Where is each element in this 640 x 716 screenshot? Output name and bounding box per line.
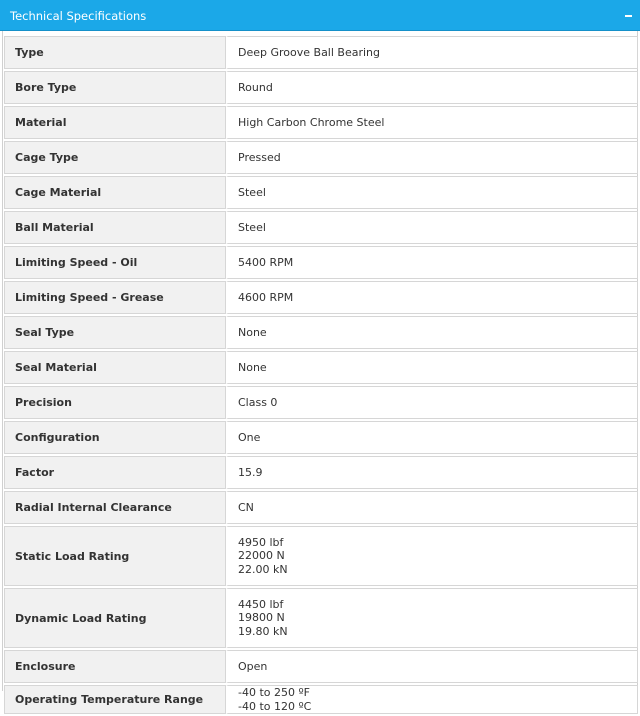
spec-value xyxy=(226,316,638,349)
spec-label: Limiting Speed - Oil xyxy=(4,246,226,279)
spec-value-line: Pressed xyxy=(238,150,281,164)
spec-row xyxy=(4,211,638,244)
panel-title: Technical Specifications xyxy=(10,9,147,23)
spec-value xyxy=(226,588,638,648)
spec-value-line: High Carbon Chrome Steel xyxy=(238,115,385,129)
spec-value-line: Steel xyxy=(238,220,266,234)
spec-row xyxy=(4,71,638,104)
spec-value-line: None xyxy=(238,325,267,339)
spec-value xyxy=(226,351,638,384)
spec-row xyxy=(4,526,638,586)
spec-row xyxy=(4,246,638,279)
spec-row xyxy=(4,141,638,174)
spec-label: Operating Temperature Range xyxy=(4,685,226,714)
spec-value-line: 22000 N xyxy=(238,549,285,563)
spec-value xyxy=(226,386,638,419)
spec-value xyxy=(226,281,638,314)
spec-value xyxy=(226,176,638,209)
spec-value xyxy=(226,456,638,489)
spec-value xyxy=(226,36,638,69)
spec-value xyxy=(226,211,638,244)
spec-row xyxy=(4,685,638,714)
spec-row xyxy=(4,36,638,69)
minus-icon[interactable] xyxy=(625,15,632,17)
spec-label: Cage Material xyxy=(4,176,226,209)
spec-value xyxy=(226,71,638,104)
spec-value-line: -40 to 120 ºC xyxy=(238,699,312,713)
spec-value-line: 5400 RPM xyxy=(238,255,294,269)
spec-row xyxy=(4,456,638,489)
specs-panel-header[interactable] xyxy=(0,0,640,31)
spec-row xyxy=(4,316,638,349)
spec-value xyxy=(226,106,638,139)
spec-value-line: 19800 N xyxy=(238,611,285,625)
spec-row xyxy=(4,386,638,419)
spec-label: Seal Type xyxy=(4,316,226,349)
spec-row xyxy=(4,281,638,314)
spec-label: Seal Material xyxy=(4,351,226,384)
spec-value xyxy=(226,246,638,279)
spec-label: Bore Type xyxy=(4,71,226,104)
spec-value-line: Deep Groove Ball Bearing xyxy=(238,45,381,59)
specs-table xyxy=(4,34,638,716)
spec-label: Type xyxy=(4,36,226,69)
spec-value xyxy=(226,526,638,586)
spec-row xyxy=(4,176,638,209)
spec-value xyxy=(226,650,638,683)
spec-value xyxy=(226,491,638,524)
spec-label: Dynamic Load Rating xyxy=(4,588,226,648)
spec-value-line: 15.9 xyxy=(238,465,263,479)
spec-value-line: -40 to 250 ºF xyxy=(238,686,311,699)
spec-row xyxy=(4,351,638,384)
spec-label: Configuration xyxy=(4,421,226,454)
spec-value-line: Open xyxy=(238,659,268,673)
spec-label: Factor xyxy=(4,456,226,489)
spec-value xyxy=(226,685,638,714)
spec-label: Static Load Rating xyxy=(4,526,226,586)
spec-row xyxy=(4,106,638,139)
spec-label: Cage Type xyxy=(4,141,226,174)
spec-label: Enclosure xyxy=(4,650,226,683)
spec-value-line: 22.00 kN xyxy=(238,562,288,576)
spec-row xyxy=(4,421,638,454)
spec-value-line: None xyxy=(238,360,267,374)
spec-value xyxy=(226,421,638,454)
spec-value-line: One xyxy=(238,430,261,444)
spec-value-line: 19.80 kN xyxy=(238,624,288,638)
spec-value-line: Round xyxy=(238,80,273,94)
spec-row xyxy=(4,491,638,524)
spec-value-line: 4950 lbf xyxy=(238,535,284,549)
spec-value-line: Steel xyxy=(238,185,266,199)
spec-row xyxy=(4,588,638,648)
spec-row xyxy=(4,650,638,683)
spec-value-line: CN xyxy=(238,500,254,514)
spec-label: Limiting Speed - Grease xyxy=(4,281,226,314)
spec-label: Radial Internal Clearance xyxy=(4,491,226,524)
spec-value-line: Class 0 xyxy=(238,395,278,409)
spec-label: Precision xyxy=(4,386,226,419)
spec-value-line: 4600 RPM xyxy=(238,290,294,304)
spec-value xyxy=(226,141,638,174)
spec-value-line: 4450 lbf xyxy=(238,597,284,611)
spec-label: Material xyxy=(4,106,226,139)
spec-label: Ball Material xyxy=(4,211,226,244)
